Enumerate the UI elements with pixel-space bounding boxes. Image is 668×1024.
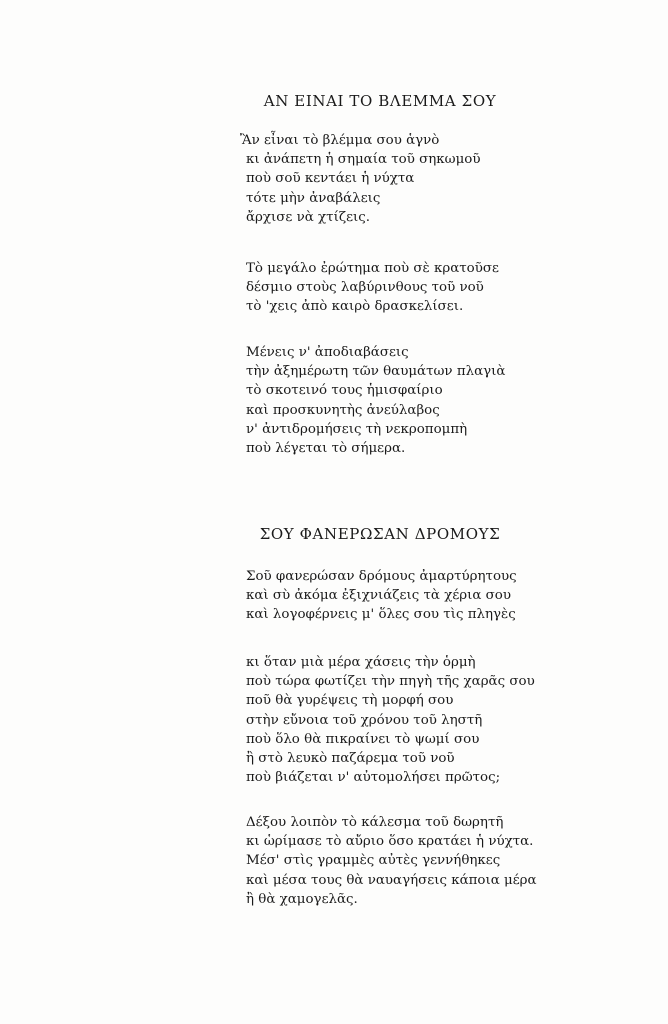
verse-line: τὸ σκοτεινό τους ἡμισφαίριο bbox=[246, 383, 443, 399]
poem-title: ΣΟΥ ΦΑΝΕΡΩΣΑΝ ΔΡΟΜΟΥΣ bbox=[259, 525, 501, 543]
verse-line: δέσμιο στοὺς λαβύρινθους τοῦ νοῦ bbox=[246, 280, 484, 296]
stanza bbox=[240, 131, 481, 227]
verse-line: καὶ σὺ ἀκόμα ἐξιχνιάζεις τὰ χέρια σου bbox=[246, 588, 512, 604]
verse-line: ἄρχισε νὰ χτίζεις. bbox=[246, 209, 371, 225]
verse-line: ποὺ σοῦ κεντάει ἡ νύχτα bbox=[246, 171, 415, 187]
verse-line: ἢ θὰ χαμογελᾶς. bbox=[246, 891, 358, 907]
verse-line: τὸ 'χεις ἀπὸ καιρὸ δρασκελίσει. bbox=[246, 299, 464, 315]
verse-line: Ἂν εἶναι τὸ βλέμμα σου ἁγνὸ bbox=[240, 133, 440, 148]
verse-line: ποὺ λέγεται τὸ σήμερα. bbox=[246, 441, 406, 457]
verse-line: Δέξου λοιπὸν τὸ κάλεσμα τοῦ δωρητῆ bbox=[246, 815, 504, 830]
stanza bbox=[246, 813, 537, 909]
verse-line: καὶ μέσα τους θὰ ναυαγήσεις κάποια μέρα bbox=[246, 872, 537, 888]
verse-line: τὴν ἀξημέρωτη τῶν θαυμάτων πλαγιὰ bbox=[246, 364, 506, 380]
verse-line: ποὺ βιάζεται ν' αὐτομολήσει πρῶτος; bbox=[246, 770, 501, 786]
stanza bbox=[246, 653, 535, 787]
verse-line: κι ὅταν μιὰ μέρα χάσεις τὴν ὁρμὴ bbox=[246, 655, 476, 670]
verse-line: ποὺ ὅλο θὰ πικραίνει τὸ ψωμί σου bbox=[246, 731, 480, 747]
verse-line: Τὸ μεγάλο ἐρώτημα ποὺ σὲ κρατοῦσε bbox=[246, 261, 499, 276]
verse-line: ποῦ θὰ γυρέψεις τὴ μορφή σου bbox=[246, 693, 454, 709]
verse-line: Μένεις ν' ἀποδιαβάσεις bbox=[246, 345, 409, 360]
verse-line: ν' ἀντιδρομήσεις τὴ νεκροπομπὴ bbox=[246, 421, 468, 437]
verse-line: ποὺ τώρα φωτίζει τὴν πηγὴ τῆς χαρᾶς σου bbox=[246, 674, 535, 690]
stanza bbox=[246, 343, 505, 458]
verse-line: στὴν εὔνοια τοῦ χρόνου τοῦ ληστῆ bbox=[246, 712, 483, 728]
verse-line: κι ὡρίμασε τὸ αὔριο ὅσο κρατάει ἡ νύχτα. bbox=[246, 834, 534, 850]
verse-line: καὶ λογοφέρνεις μ' ὅλες σου τὶς πληγὲς bbox=[246, 607, 516, 623]
verse-line: κι ἀνάπετη ἡ σημαία τοῦ σηκωμοῦ bbox=[246, 152, 481, 168]
verse-line: Σοῦ φανερώσαν δρόμους ἀμαρτύρητους bbox=[246, 569, 517, 584]
stanza bbox=[246, 567, 517, 625]
verse-line: τότε μὴν ἀναβάλεις bbox=[246, 190, 381, 206]
verse-line: Μέσ' στὶς γραμμὲς αὐτὲς γεννήθηκες bbox=[246, 853, 501, 869]
stanza bbox=[246, 259, 499, 317]
verse-line: ἢ στὸ λευκὸ παζάρεμα τοῦ νοῦ bbox=[246, 751, 455, 767]
poem-title: ΑΝ ΕΙΝΑΙ ΤΟ ΒΛΕΜΜΑ ΣΟΥ bbox=[263, 92, 497, 110]
verse-line: καὶ προσκυνητὴς ἀνεύλαβος bbox=[246, 402, 440, 418]
